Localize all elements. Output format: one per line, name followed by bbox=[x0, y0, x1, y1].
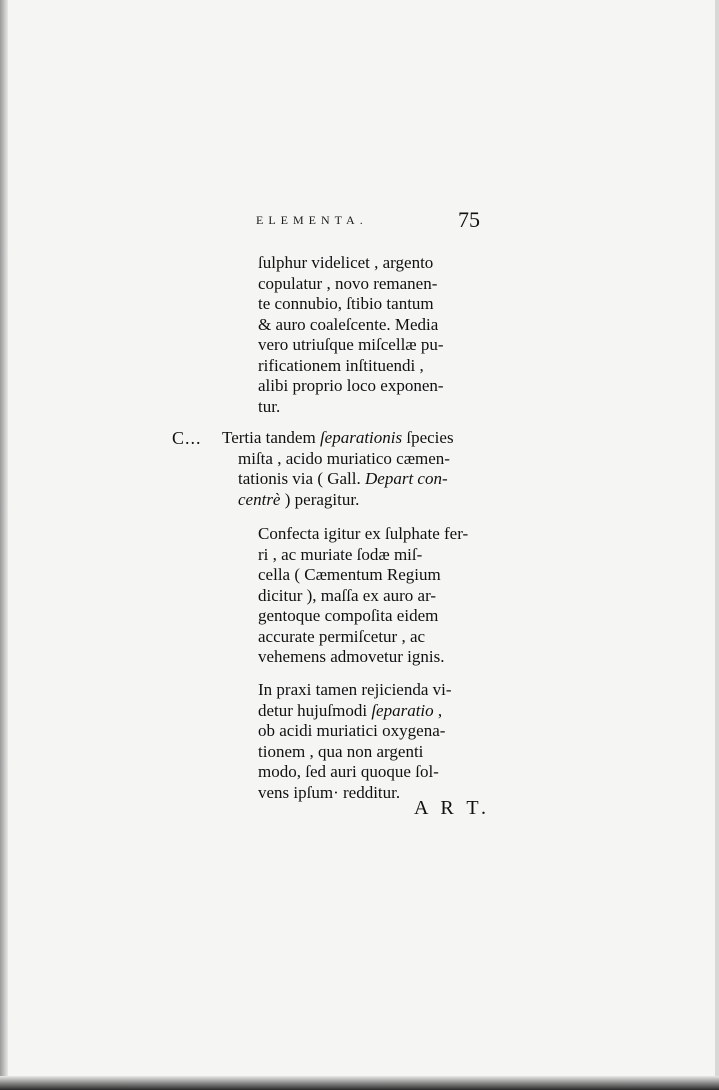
text-span: tationis via ( Gall. bbox=[238, 469, 361, 488]
text-line bbox=[222, 469, 454, 490]
text-line: dicitur ), maſſa ex auro ar- bbox=[258, 585, 437, 605]
text-line: & auro coaleſcente. Media bbox=[258, 314, 439, 334]
text-line: ob acidi muriatici oxygena- bbox=[258, 721, 446, 740]
text-line: gentoque compoſita eidem bbox=[258, 606, 439, 625]
text-line: alibi proprio loco exponen- bbox=[258, 376, 444, 395]
text-line bbox=[222, 428, 454, 449]
text-line: cella ( Cæmentum Regium bbox=[258, 565, 441, 584]
text-line: accurate permiſcetur , ac bbox=[258, 626, 426, 646]
text-line: vens ipſum· redditur. bbox=[258, 782, 401, 802]
text-line: In praxi tamen rejicienda vi- bbox=[258, 680, 452, 699]
text-line: ri , ac muriate ſodæ miſ- bbox=[258, 544, 423, 564]
text-span: ) peragitur. bbox=[284, 489, 360, 509]
text-line: ſulphur videlicet , argento bbox=[258, 253, 434, 272]
running-head: ELEMENTA. bbox=[256, 213, 368, 227]
text-span: Tertia tandem bbox=[222, 428, 316, 447]
paragraph-4 bbox=[258, 680, 452, 803]
text-line: te connubio, ſtibio tantum bbox=[258, 294, 434, 313]
text-span: , bbox=[437, 700, 443, 720]
text-line bbox=[222, 490, 454, 511]
text-span: ſpecies bbox=[406, 428, 454, 447]
catchword: A R T. bbox=[414, 797, 491, 819]
paragraph-2 bbox=[222, 428, 454, 510]
text-line: rificationem inſtituendi , bbox=[258, 355, 424, 375]
section-label: C... bbox=[172, 428, 202, 448]
text-line: modo, ſed auri quoque ſol- bbox=[258, 762, 439, 781]
text-line bbox=[258, 701, 452, 722]
text-line: vero utriuſque miſcellæ pu- bbox=[258, 335, 444, 354]
page-right-edge bbox=[715, 0, 719, 1090]
text-line: Confecta igitur ex ſulphate fer- bbox=[258, 524, 469, 543]
paragraph-1 bbox=[258, 253, 444, 417]
text-line: tionem , qua non argenti bbox=[258, 741, 424, 761]
text-line: miſta , acido muriatico cæmen- bbox=[238, 448, 450, 468]
page-number: 75 bbox=[458, 207, 480, 232]
text-line: tur. bbox=[258, 396, 281, 416]
paragraph-3 bbox=[258, 524, 468, 668]
italic-term: centrè bbox=[238, 489, 281, 509]
italic-term: ſeparationis bbox=[319, 428, 403, 447]
page-bottom-shadow bbox=[0, 1076, 719, 1090]
italic-term: Depart con- bbox=[365, 469, 448, 488]
page-left-shadow bbox=[0, 0, 8, 1090]
text-line: vehemens admovetur ignis. bbox=[258, 647, 445, 666]
italic-term: ſeparatio bbox=[371, 700, 434, 720]
text-line: copulatur , novo remanen- bbox=[258, 273, 438, 293]
text-span: detur hujuſmodi bbox=[258, 700, 368, 720]
